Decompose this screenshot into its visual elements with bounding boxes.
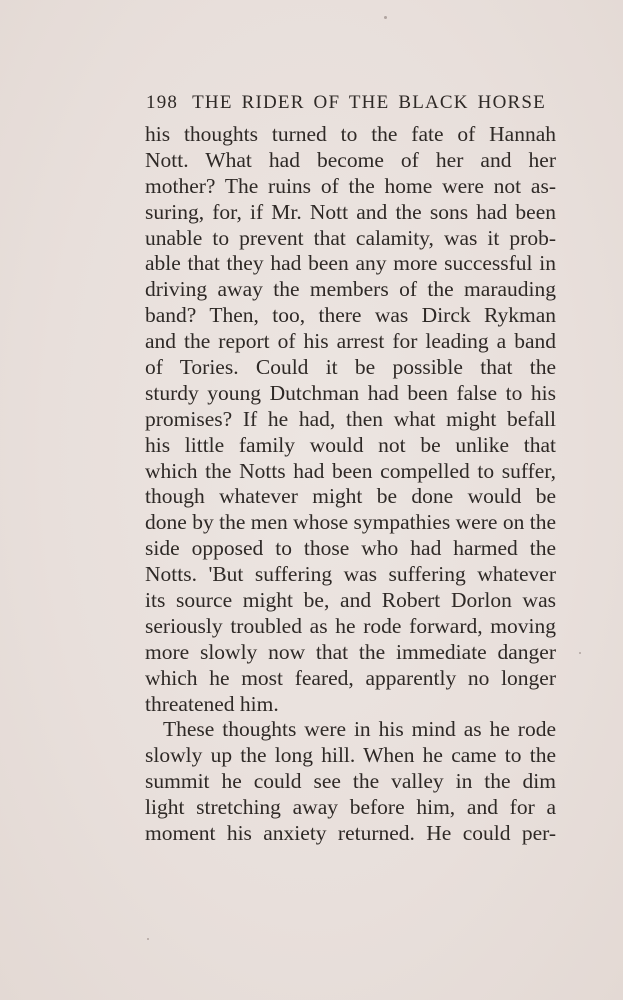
- text-line: threatened him.: [145, 691, 279, 716]
- text-line: slowly up the long hill. When he came to the: [145, 743, 556, 768]
- text-line: side opposed to those who had harmed the: [145, 536, 556, 561]
- text-line: suring, for, if Mr. Nott and the sons had been: [145, 199, 556, 224]
- paragraph: [145, 717, 556, 846]
- text-line: promises? If he had, then what might befall: [145, 406, 556, 431]
- text-line: though whatever might be done would be: [145, 484, 556, 509]
- text-line: These thoughts were in his mind as he rode: [163, 717, 556, 742]
- text-line: Nott. What had become of her and her: [145, 147, 556, 172]
- text-line: and the report of his arrest for leading a band: [145, 329, 556, 354]
- text-line: band? Then, too, there was Dirck Rykman: [145, 303, 556, 328]
- paper-speck: [147, 938, 149, 940]
- text-line: more slowly now that the immediate danger: [145, 639, 556, 664]
- text-line: mother? The ruins of the home were not as-: [145, 173, 556, 198]
- paper-speck: [384, 16, 387, 19]
- text-line: driving away the members of the marauding: [145, 277, 556, 302]
- text-line: Notts. 'But suffering was suffering whatever: [145, 562, 556, 587]
- running-title: THE RIDER OF THE BLACK HORSE: [192, 92, 546, 113]
- text-line: its source might be, and Robert Dorlon was: [145, 588, 556, 613]
- text-line: able that they had been any more successful in: [145, 251, 556, 276]
- text-line: which the Notts had been compelled to suffer,: [145, 458, 556, 483]
- text-line: done by the men whose sympathies were on the: [145, 510, 556, 535]
- text-line: which he most feared, apparently no longer: [145, 665, 556, 690]
- text-line: light stretching away before him, and for a: [145, 795, 556, 820]
- page-number: 198: [146, 92, 179, 113]
- text-line: summit he could see the valley in the dim: [145, 769, 556, 794]
- text-line: unable to prevent that calamity, was it prob-: [145, 225, 556, 250]
- running-header: [146, 92, 546, 118]
- text-line: his thoughts turned to the fate of Hannah: [145, 122, 556, 146]
- paper-speck: [579, 652, 581, 654]
- text-line: of Tories. Could it be possible that the: [145, 355, 556, 380]
- body-text: [145, 122, 556, 847]
- text-line: moment his anxiety returned. He could per-: [145, 821, 556, 846]
- text-line: seriously troubled as he rode forward, moving: [145, 613, 556, 638]
- text-line: sturdy young Dutchman had been false to his: [145, 380, 556, 405]
- paragraph: [145, 122, 556, 717]
- text-line: his little family would not be unlike that: [145, 432, 556, 457]
